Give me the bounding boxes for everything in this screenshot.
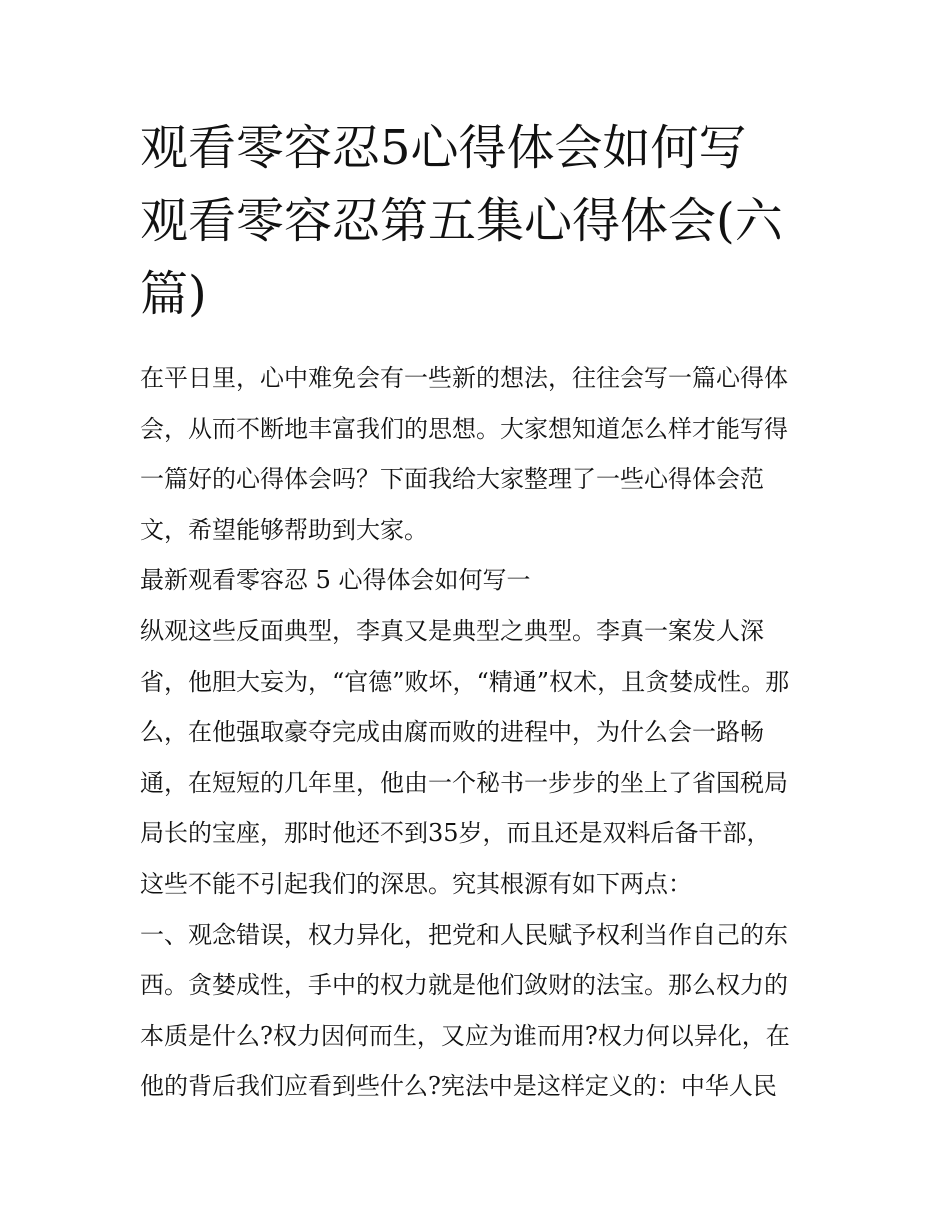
body-line: 在平日里，心中难免会有一些新的想法，往往会写一篇心得体 xyxy=(140,364,788,392)
body-line: 省，他胆大妄为，“官德”败坏，“精通”权术，且贪婪成性。那 xyxy=(140,667,790,696)
body-line: 这些不能不引起我们的深思。究其根源有如下两点： xyxy=(140,869,692,898)
title-line: 观看零容忍5心得体会如何写 xyxy=(140,120,747,176)
body-line: 一篇好的心得体会吗？下面我给大家整理了一些心得体会范 xyxy=(140,465,764,494)
body-line: 一、观念错误，权力异化，把党和人民赋予权利当作自己的东 xyxy=(140,920,788,949)
body-line: 局长的宝座，那时他还不到35岁，而且还是双料后备干部， xyxy=(140,819,771,848)
section-heading: 最新观看零容忍 5 心得体会如何写一 xyxy=(140,566,531,595)
body-line: 通，在短短的几年里，他由一个秘书一步步的坐上了省国税局 xyxy=(140,768,788,797)
body-line: 本质是什么?权力因何而生，又应为谁而用?权力何以异化，在 xyxy=(140,1021,790,1050)
document-title xyxy=(140,112,815,331)
body-line: 么，在他强取豪夺完成由腐而败的进程中，为什么会一路畅 xyxy=(140,718,764,747)
body-line: 会，从而不断地丰富我们的思想。大家想知道怎么样才能写得 xyxy=(140,414,788,443)
body-line: 纵观这些反面典型，李真又是典型之典型。李真一案发人深 xyxy=(140,616,764,645)
document-page xyxy=(140,112,815,1112)
body-line: 他的背后我们应看到些什么?宪法中是这样定义的：中华人民 xyxy=(140,1072,777,1101)
document-body xyxy=(140,353,815,1112)
body-line: 西。贪婪成性，手中的权力就是他们敛财的法宝。那么权力的 xyxy=(140,971,788,1000)
body-line: 文，希望能够帮助到大家。 xyxy=(140,515,428,544)
title-line: 篇) xyxy=(140,266,207,322)
title-line: 观看零容忍第五集心得体会(六 xyxy=(140,193,783,249)
